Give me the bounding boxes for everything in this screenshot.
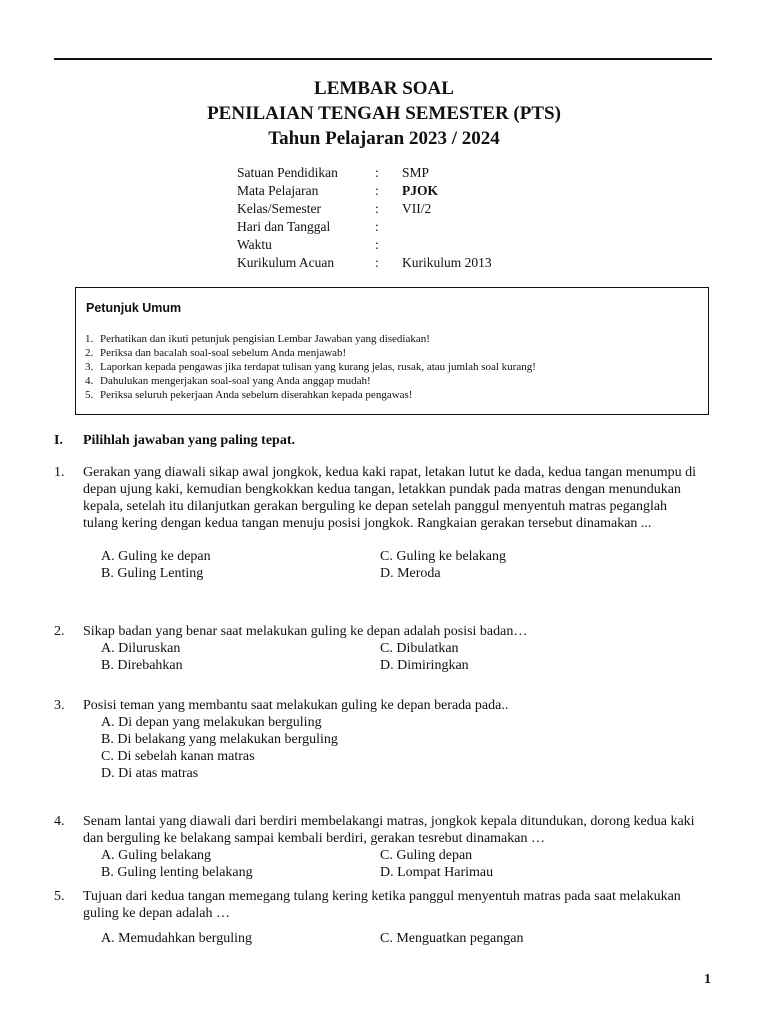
instruction-text: Dahulukan mengerjakan soal-soal yang Anda anggap mudah! <box>100 375 371 387</box>
meta-label: Kurikulum Acuan <box>237 255 335 270</box>
meta-colon: : <box>375 255 379 270</box>
question-text: Posisi teman yang membantu saat melakukan guling ke depan berada pada.. <box>83 698 509 713</box>
instruction-number: 5. <box>85 389 94 401</box>
instructions-list <box>85 332 700 402</box>
meta-value: SMP <box>402 165 430 180</box>
options-list <box>101 714 714 782</box>
option-row <box>101 640 714 657</box>
instruction-item <box>85 346 700 360</box>
option-row <box>101 864 714 881</box>
question-number: 2. <box>54 624 65 639</box>
title-tahun-pelajaran: Tahun Pelajaran 2023 / 2024 <box>268 128 500 149</box>
meta-colon: : <box>375 237 379 252</box>
meta-colon: : <box>375 219 379 234</box>
question-text: Gerakan yang diawali sikap awal jongkok, kedua kaki rapat, letakan lutut ke dada, kedua tangan menumpu di depan ujung kaki, kemudian bengkokkan kedua tangan, letakkan pundak pada matras dengan menundukan kepala, setelah itu dilanjutkan gerakan berguling ke depan setelah panggul menyentuh matras peganglah tulang kering dengan kedua tangan menuju posisi jongkok. Rangkaian gerakan tersebut dinamakan ... <box>83 465 697 531</box>
option-b[interactable]: B. Guling Lenting <box>101 566 204 581</box>
instructions-title: Petunjuk Umum <box>86 301 182 315</box>
option-c[interactable]: C. Guling ke belakang <box>380 549 506 564</box>
instruction-item <box>85 388 700 402</box>
option-c[interactable]: C. Di sebelah kanan matras <box>101 749 255 764</box>
title-lembar-soal: LEMBAR SOAL <box>314 78 454 99</box>
option-b[interactable]: B. Di belakang yang melakukan berguling <box>101 732 338 747</box>
meta-value: VII/2 <box>402 201 432 216</box>
question-1 <box>54 464 714 582</box>
option-a[interactable]: A. Diluruskan <box>101 641 181 656</box>
instruction-item <box>85 360 700 374</box>
general-instructions-box <box>75 287 709 415</box>
option-a[interactable]: A. Guling ke depan <box>101 549 211 564</box>
instruction-text: Periksa dan bacalah soal-soal sebelum Anda menjawab! <box>100 347 347 359</box>
meta-label: Satuan Pendidikan <box>237 165 338 180</box>
question-number: 3. <box>54 698 65 713</box>
meta-label: Hari dan Tanggal <box>237 219 331 234</box>
options-list <box>101 640 714 674</box>
instruction-number: 1. <box>85 333 94 345</box>
options-list <box>101 548 714 582</box>
section-number: I. <box>54 433 63 448</box>
title-penilaian: PENILAIAN TENGAH SEMESTER (PTS) <box>207 103 561 124</box>
meta-value: PJOK <box>402 183 438 198</box>
options-list <box>101 847 714 881</box>
option-b[interactable]: B. Guling lenting belakang <box>101 865 253 880</box>
option-d[interactable]: D. Di atas matras <box>101 766 199 781</box>
option-b[interactable]: B. Direbahkan <box>101 658 183 673</box>
option-row <box>101 847 714 864</box>
question-5 <box>54 888 714 947</box>
meta-colon: : <box>375 183 379 198</box>
instruction-number: 3. <box>85 361 94 373</box>
question-3 <box>54 697 714 782</box>
meta-label: Mata Pelajaran <box>237 183 319 198</box>
instruction-text: Perhatikan dan ikuti petunjuk pengisian Lembar Jawaban yang disediakan! <box>100 333 430 345</box>
option-row <box>101 548 714 565</box>
question-4 <box>54 813 714 881</box>
option-a[interactable]: A. Memudahkan berguling <box>101 931 252 946</box>
option-d[interactable]: D. Meroda <box>380 566 441 581</box>
page-number: 1 <box>704 972 711 987</box>
question-number: 5. <box>54 889 65 904</box>
option-d[interactable]: D. Dimiringkan <box>380 658 469 673</box>
option-d[interactable]: D. Lompat Harimau <box>380 865 494 880</box>
meta-label: Waktu <box>237 237 272 252</box>
top-rule <box>54 58 712 60</box>
meta-colon: : <box>375 201 379 216</box>
option-row <box>101 930 714 947</box>
question-2 <box>54 623 714 674</box>
instruction-text: Periksa seluruh pekerjaan Anda sebelum diserahkan kepada pengawas! <box>100 389 413 401</box>
option-c[interactable]: C. Dibulatkan <box>380 641 459 656</box>
instruction-number: 4. <box>85 375 94 387</box>
instruction-item <box>85 374 700 388</box>
section-title: Pilihlah jawaban yang paling tepat. <box>83 433 295 448</box>
option-c[interactable]: C. Menguatkan pegangan <box>380 931 524 946</box>
meta-value: Kurikulum 2013 <box>402 255 492 270</box>
instruction-number: 2. <box>85 347 94 359</box>
option-row <box>101 657 714 674</box>
question-text: Tujuan dari kedua tangan memegang tulang kering ketika panggul menyentuh matras pada saat melakukan guling ke depan adalah … <box>83 889 681 921</box>
meta-colon: : <box>375 165 379 180</box>
question-text: Senam lantai yang diawali dari berdiri membelakangi matras, jongkok kepala ditundukan, dorong kedua kaki dan berguling ke belakang sampai kembali berdiri, gerakan tesrebut dinamakan … <box>83 814 695 846</box>
option-a[interactable]: A. Di depan yang melakukan berguling <box>101 715 322 730</box>
document-header <box>0 76 768 151</box>
question-number: 4. <box>54 814 65 829</box>
instruction-text: Laporkan kepada pengawas jika terdapat tulisan yang kurang jelas, rusak, atau jumlah soal kurang! <box>100 361 536 373</box>
meta-label: Kelas/Semester <box>237 201 321 216</box>
option-row <box>101 565 714 582</box>
question-number: 1. <box>54 465 65 480</box>
instruction-item <box>85 332 700 346</box>
options-list <box>101 930 714 947</box>
question-text: Sikap badan yang benar saat melakukan guling ke depan adalah posisi badan… <box>83 624 528 639</box>
option-a[interactable]: A. Guling belakang <box>101 848 212 863</box>
option-c[interactable]: C. Guling depan <box>380 848 473 863</box>
